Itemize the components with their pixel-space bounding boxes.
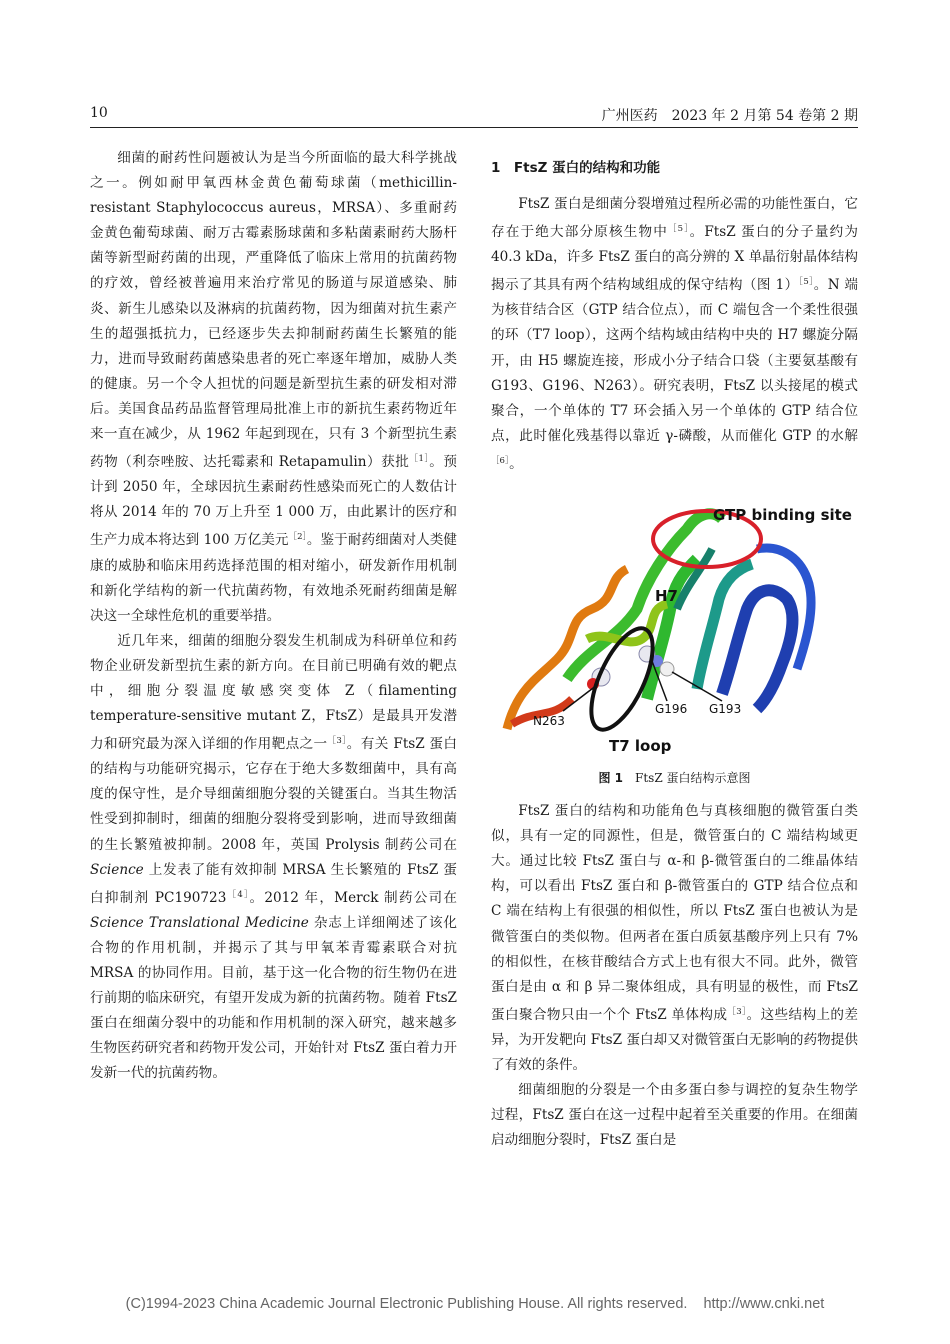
paragraph-structure xyxy=(491,192,858,477)
paragraph-tubulin xyxy=(491,799,858,1078)
text-run: FtsZ 蛋白的结构和功能角色与真核细胞的微管蛋白类似，具有一定的同源性，但是，微管蛋白的 C 端结构域更大。通过比较 FtsZ 蛋白与 α-和 β-微管蛋白的二维晶体结构，可以看出 FtsZ 蛋白和 β-微管蛋白的 GTP 结合位点和 C 端在结构上有很强的相似性，所以 FtsZ 蛋白也被认为是微管蛋白的类似物。但两者在蛋白质氨基酸序列上只有 7% 的相似性，在核苷酸结合方式上也有很大不同。此外，微管蛋白是由 α 和 β 异二聚体组成，具有明显的极性，而 FtsZ 蛋白聚合物只由一个个 FtsZ 单体构成 xyxy=(491,803,858,1023)
caption-number: 图 1 xyxy=(598,771,624,786)
text-run: 。2012 年，Merck 制药公司在 xyxy=(249,889,457,906)
text-run: 。有关 FtsZ 蛋白的结构与功能研究揭示，它存在于绝大多数细菌中，具有高度的保守性，是介导细菌细胞分裂的关键蛋白。当其生物活性受到抑制时，细菌的细胞分裂将受到影响，进而导致细菌的生长繁殖被抑制。2008 年，英国 Prolysis 制药公司在 xyxy=(90,736,457,853)
section-title: 1 FtsZ 蛋白的结构和功能 xyxy=(491,160,661,176)
text-run: 。FtsZ 蛋白的分子量约为 40.3 kDa，许多 FtsZ 蛋白的高分辨的 X 单晶衍射晶体结构揭示了其具有两个结构域组成的保守结构（图 1） xyxy=(491,224,858,294)
text-run: FtsZ 蛋白是细菌分裂增殖过程所必需的功能性蛋白，它存在于绝大部分原核生物中 xyxy=(491,196,858,241)
label-g196: G196 xyxy=(655,702,688,717)
label-n263: N263 xyxy=(533,714,565,729)
text-run: 细菌细胞的分裂是一个由多蛋白参与调控的复杂生物学过程，FtsZ 蛋白在这一过程中起着至关重要的作用。在细菌启动细胞分裂时，FtsZ 蛋白是 xyxy=(491,1082,858,1149)
copyright-footer xyxy=(0,1296,950,1312)
residue-g193 xyxy=(660,662,674,676)
ribbon-blue xyxy=(722,590,792,709)
citation-1: ［1］ xyxy=(409,454,430,465)
citation-3: ［3］ xyxy=(727,1006,747,1017)
journal-info: 广州医药 2023 年 2 月第 54 卷第 2 期 xyxy=(601,108,858,124)
label-h7: H7 xyxy=(655,587,678,606)
label-t7-loop: T7 loop xyxy=(609,737,672,756)
left-column xyxy=(90,146,457,1086)
right-column xyxy=(491,156,858,1153)
text-run: 近几年来，细菌的细胞分裂发生机制成为科研单位和药物企业研发新型抗生素的新方向。在目前已明确有效的靶点中，细胞分裂温度敏感突变体 Z（filamenting temperature-sensitive mutant Z，FtsZ）是最具开发潜力和研究最为深入详细的作用靶点之一 xyxy=(90,632,457,753)
citation-3: ［3］ xyxy=(327,736,347,747)
paragraph-division xyxy=(491,1078,858,1153)
text-run: 。 xyxy=(509,455,523,472)
copyright-text: (C)1994-2023 China Academic Journal Electronic Publishing House. All rights reserved. xyxy=(125,1296,688,1312)
text-run: 。预计到 2050 年，全球因抗生素耐药性感染而死亡的人数估计将从 2014 年的 70 万上升至 1 000 万，由此累计的医疗和生产力成本将达到 100 万亿美元 xyxy=(90,454,458,549)
paragraph-recent xyxy=(90,629,457,1087)
paragraph-intro xyxy=(90,146,457,629)
citation-6: ［6］ xyxy=(491,455,510,466)
citation-5: ［5］ xyxy=(667,224,690,235)
journal-name: Science Translational Medicine xyxy=(90,914,309,931)
text-run: 。鉴于耐药细菌对人类健康的威胁和临床用药选择范围的相对缩小，研发新作用机制和新化学结构的新一代抗菌药物，有效地杀死耐药细菌是解决这一全球性危机的重要举措。 xyxy=(90,532,457,624)
text-run: 。N 端为核苷结合区（GTP 结合位点），而 C 端包含一个柔性很强的环（T7 loop），这两个结构域由结构中央的 H7 螺旋分隔开，由 H5 螺旋连接，形成小分子结合口袋（主要氨基酸有 G193、G196、N263）。研究表明，FtsZ 以头接尾的模式聚合，一个单体的 T7 环会插入另一个单体的 GTP 结合位点，此时催化残基得以靠近 γ-磷酸，从而催化 GTP 的水解 xyxy=(491,277,859,444)
citation-5: ［5］ xyxy=(798,277,814,288)
citation-4: ［4］ xyxy=(226,889,250,900)
citation-2: ［2］ xyxy=(288,532,307,543)
text-run: 细菌的耐药性问题被认为是当今所面临的最大科学挑战之一。例如耐甲氧西林金黄色葡萄球菌（methicillin-resistant Staphylococcus aureus，MRSA）、多重耐药金黄色葡萄球菌、耐万古霉素肠球菌和多粘菌素耐药大肠杆菌等新型耐药菌的出现，严重降低了临床上常用的抗菌药物的疗效，曾经被普遍用来治疗常见的肠道与尿道感染、肺炎、新生儿感染以及淋病的抗菌药物，因为细菌对抗生素产生的超强抵抗力，已经逐步失去抑制耐药菌生长繁殖的能力，进而导致耐药菌感染患者的死亡率逐年增加，威胁人类的健康。另一个令人担忧的问题是新型抗生素的研发相对滞后。美国食品药品监督管理局批准上市的新抗生素药物近年来一直在减少，从 1962 年起到现在，只有 3 个新型抗生素药物（利奈唑胺、达托霉素和 Retapamulin）获批 xyxy=(90,150,457,471)
journal-name: Science xyxy=(90,861,144,878)
figure-caption xyxy=(491,767,858,789)
label-gtp-binding-site: GTP binding site xyxy=(713,506,852,525)
cnki-link[interactable]: http://www.cnki.net xyxy=(703,1296,825,1312)
label-g193: G193 xyxy=(709,702,742,717)
running-header xyxy=(90,103,858,128)
page-number: 10 xyxy=(90,105,108,121)
text-run: 上发表了能有效抑制 MRSA 生长繁殖的 FtsZ 蛋白抑制剂 PC190723 xyxy=(90,861,457,906)
text-run: 。这些结构上的差异，为开发靶向 FtsZ 蛋白却又对微管蛋白无影响的药物提供了有效的条件。 xyxy=(491,1006,858,1073)
figure-1 xyxy=(491,489,858,789)
ftsz-structure-image xyxy=(497,489,852,761)
text-run: 杂志上详细阐述了该化合物的作用机制，并揭示了其与甲氧苯青霉素联合对抗 MRSA 的协同作用。目前，基于这一化合物的衍生物仍在进行前期的临床研究，有望开发成为新的抗菌药物。随着 FtsZ 蛋白在细菌分裂中的功能和作用机制的深入研究，越来越多生物医药研究者和药物开发公司，开始针对 FtsZ 蛋白着力开发新一代的抗菌药物。 xyxy=(90,914,457,1082)
caption-text: FtsZ 蛋白结构示意图 xyxy=(635,771,751,786)
